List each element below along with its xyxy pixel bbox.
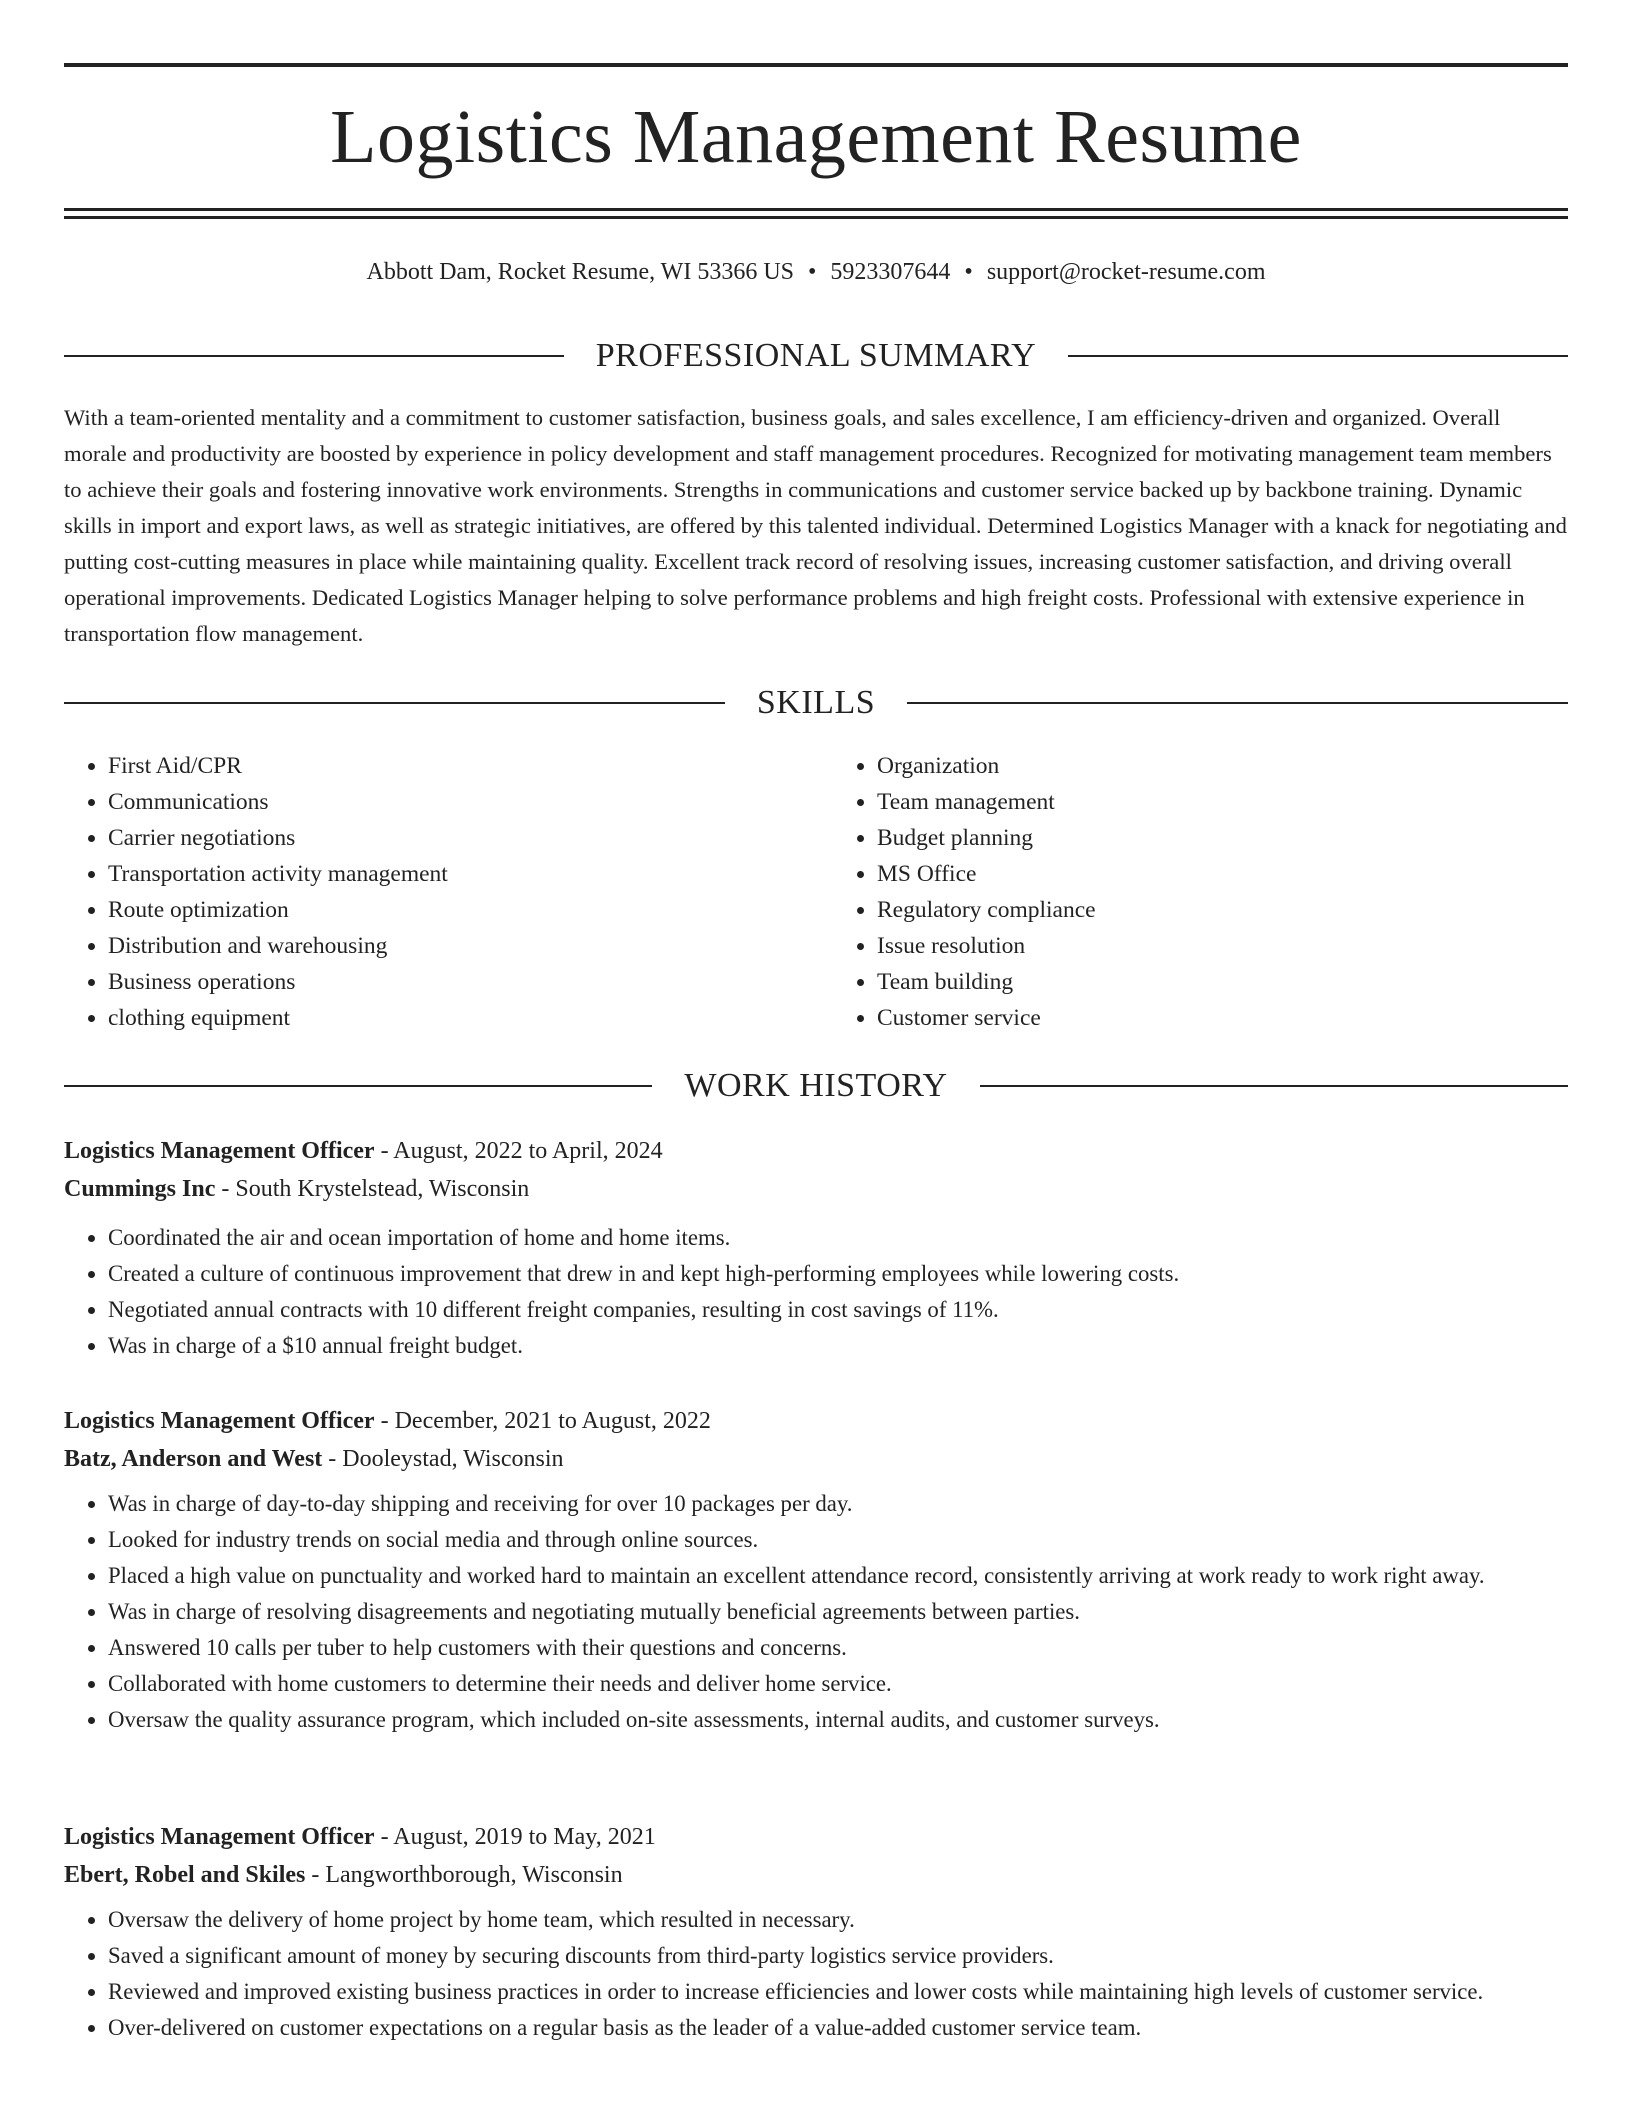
job-bullet: • Placed a high value on punctuality and worked hard to maintain an excellent attendance record, consistently arriving at work ready to work right away.: [108, 1558, 1568, 1594]
job-bullet: • Reviewed and improved existing business practices in order to increase efficiencies and lower costs while maintaining high levels of customer service.: [108, 1974, 1568, 2010]
skill-item: • MS Office: [877, 856, 1568, 892]
skills-column-right: [799, 748, 1568, 1036]
job-bullet: • Oversaw the delivery of home project by home team, which resulted in necessary.: [108, 1902, 1568, 1938]
skills-column-left: [64, 748, 799, 1036]
skill-item: • Business operations: [108, 964, 799, 1000]
job-location: - Langworthborough, Wisconsin: [305, 1862, 623, 1888]
skill-item: • Distribution and warehousing: [108, 928, 799, 964]
job-entry: [64, 1818, 1568, 2046]
skill-item: • Route optimization: [108, 892, 799, 928]
skill-item: • Customer service: [877, 1000, 1568, 1036]
job-bullets: [64, 1902, 1568, 2046]
skill-item: • Carrier negotiations: [108, 820, 799, 856]
job-entry: [64, 1402, 1568, 1738]
job-title-line: [64, 1402, 1568, 1440]
job-dates: - August, 2022 to April, 2024: [374, 1138, 663, 1164]
job-company-line: [64, 1856, 1568, 1894]
job-company-line: [64, 1170, 1568, 1208]
heading-rule: [64, 1085, 652, 1087]
job-bullet: • Was in charge of resolving disagreements and negotiating mutually beneficial agreements between parties.: [108, 1594, 1568, 1630]
job-bullet: • Oversaw the quality assurance program, which included on-site assessments, internal audits, and customer surveys.: [108, 1702, 1568, 1738]
work-history-heading: [64, 1064, 1568, 1108]
skill-item: • Communications: [108, 784, 799, 820]
job-bullet: • Negotiated annual contracts with 10 different freight companies, resulting in cost savings of 11%.: [108, 1292, 1568, 1328]
job-company: Ebert, Robel and Skiles: [64, 1862, 306, 1888]
job-bullet: • Answered 10 calls per tuber to help customers with their questions and concerns.: [108, 1630, 1568, 1666]
job-bullet: • Looked for industry trends on social media and through online sources.: [108, 1522, 1568, 1558]
job-bullet: • Saved a significant amount of money by securing discounts from third-party logistics service providers.: [108, 1938, 1568, 1974]
job-location: - Dooleystad, Wisconsin: [322, 1446, 564, 1472]
heading-rule: [64, 355, 564, 357]
contact-address: Abbott Dam, Rocket Resume, WI 53366 US: [366, 259, 794, 285]
job-title-line: [64, 1818, 1568, 1856]
job-title: Logistics Management Officer: [64, 1824, 375, 1850]
job-bullet: • Was in charge of day-to-day shipping and receiving for over 10 packages per day.: [108, 1486, 1568, 1522]
job-title: Logistics Management Officer: [64, 1138, 375, 1164]
summary-heading: [64, 334, 1568, 378]
skill-item: • clothing equipment: [108, 1000, 799, 1036]
heading-rule: [1068, 355, 1568, 357]
contact-separator: •: [964, 259, 973, 285]
summary-heading-label: PROFESSIONAL SUMMARY: [595, 337, 1037, 374]
summary-paragraph: With a team-oriented mentality and a commitment to customer satisfaction, business goals, and sales excellence, I am efficiency-driven and organized. Overall morale and productivity are boosted by experience in policy development and staff management procedures. Recognized for motivating management team members to achieve their goals and fostering innovative work environments. Strengths in communications and customer service backed up by backbone training. Dynamic skills in import and export laws, as well as strategic initiatives, are offered by this talented individual. Determined Logistics Manager with a knack for negotiating and putting cost-cutting measures in place while maintaining quality. Excellent track record of resolving issues, increasing customer satisfaction, and driving overall operational improvements. Dedicated Logistics Manager helping to solve performance problems and high freight costs. Professional with extensive experience in transportation flow management.: [64, 405, 1567, 646]
contact-line: [64, 254, 1568, 290]
title-rule-upper: [64, 208, 1568, 211]
skill-item: • Budget planning: [877, 820, 1568, 856]
skill-item: • First Aid/CPR: [108, 748, 799, 784]
job-bullet: • Was in charge of a $10 annual freight budget.: [108, 1328, 1568, 1364]
skill-item: • Organization: [877, 748, 1568, 784]
job-title-line: [64, 1132, 1568, 1170]
contact-email[interactable]: support@rocket-resume.com: [986, 259, 1266, 285]
skills-heading: [64, 681, 1568, 725]
job-dates: - December, 2021 to August, 2022: [374, 1408, 711, 1434]
skill-item: • Issue resolution: [877, 928, 1568, 964]
job-bullets: [64, 1486, 1568, 1738]
job-bullet: • Coordinated the air and ocean importation of home and home items.: [108, 1220, 1568, 1256]
job-company: Batz, Anderson and West: [64, 1446, 323, 1472]
work-history-heading-label: WORK HISTORY: [684, 1067, 948, 1104]
job-bullets: [64, 1220, 1568, 1364]
job-bullet: • Collaborated with home customers to determine their needs and deliver home service.: [108, 1666, 1568, 1702]
skill-item: • Regulatory compliance: [877, 892, 1568, 928]
contact-phone: 5923307644: [830, 259, 951, 285]
job-bullet: • Created a culture of continuous improvement that drew in and kept high-performing employees while lowering costs.: [108, 1256, 1568, 1292]
title-rule-lower: [64, 216, 1568, 219]
skill-item: • Transportation activity management: [108, 856, 799, 892]
skill-item: • Team building: [877, 964, 1568, 1000]
job-dates: - August, 2019 to May, 2021: [374, 1824, 656, 1850]
job-title: Logistics Management Officer: [64, 1408, 375, 1434]
job-bullet: • Over-delivered on customer expectations on a regular basis as the leader of a value-added customer service team.: [108, 2010, 1568, 2046]
job-entry: [64, 1132, 1568, 1364]
job-company: Cummings Inc: [64, 1176, 216, 1202]
job-location: - South Krystelstead, Wisconsin: [215, 1176, 530, 1202]
skills-list: [64, 748, 1568, 1036]
top-rule: [64, 63, 1568, 67]
job-company-line: [64, 1440, 1568, 1478]
heading-rule: [64, 702, 725, 704]
contact-separator: •: [808, 259, 817, 285]
skills-heading-label: SKILLS: [756, 684, 876, 721]
resume-title: Logistics Management Resume: [330, 95, 1302, 179]
heading-rule: [980, 1085, 1568, 1087]
skill-item: • Team management: [877, 784, 1568, 820]
heading-rule: [907, 702, 1568, 704]
